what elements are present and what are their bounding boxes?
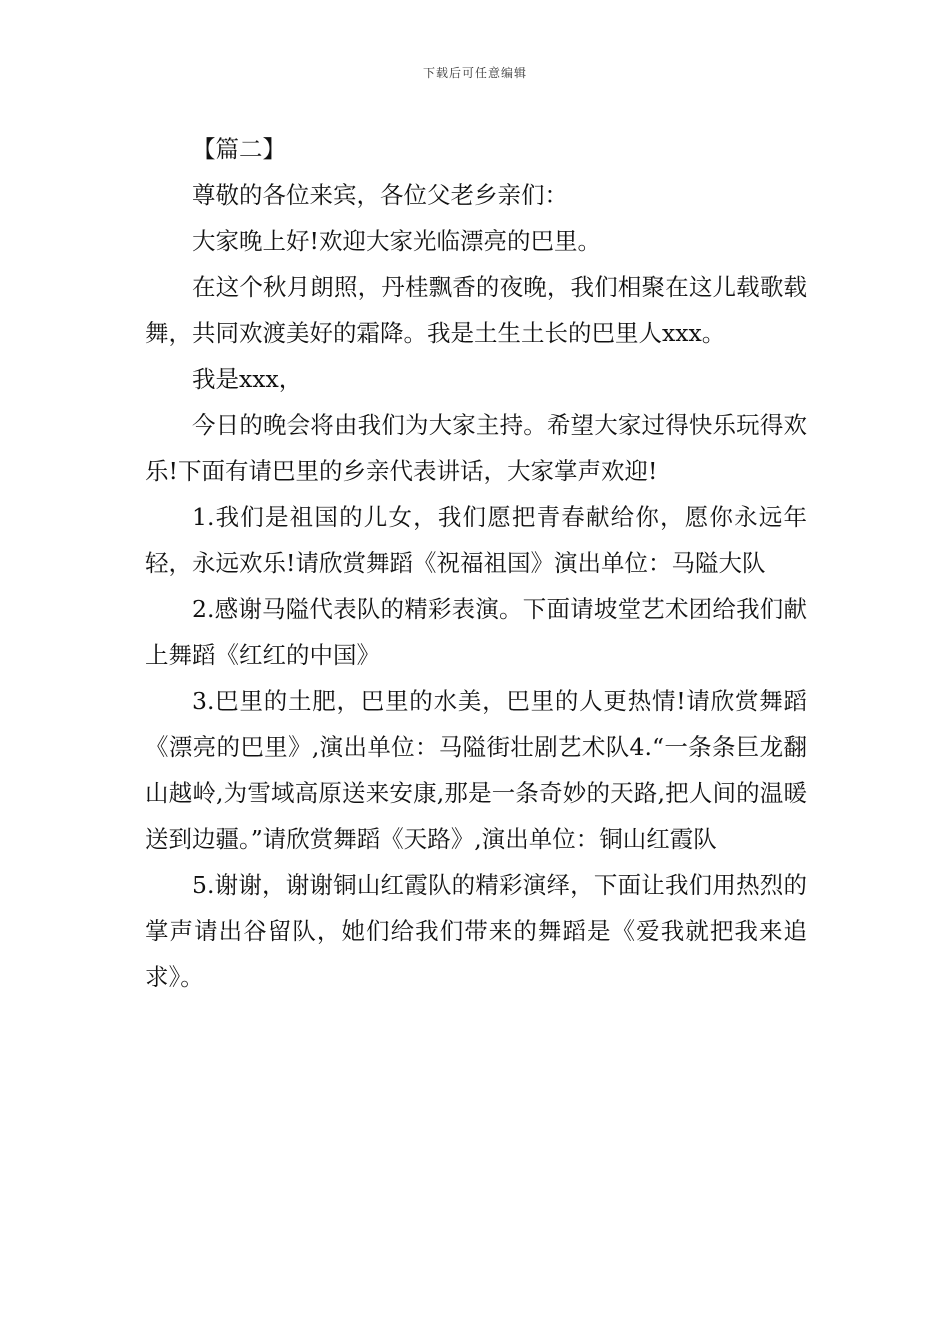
document-body — [145, 126, 807, 1000]
header-note: 下载后可任意编辑 — [422, 66, 527, 80]
paragraph-opening: 在这个秋月朗照，丹桂飘香的夜晚，我们相聚在这儿载歌载舞，共同欢渡美好的霜降。我是土生土长的巴里人xxx。 — [145, 273, 807, 347]
program-item-5: 5.谢谢，谢谢铜山红霞队的精彩演绎，下面让我们用热烈的掌声请出谷留队，她们给我们带来的舞蹈是《爱我就把我来追求》。 — [145, 871, 807, 991]
salutation: 尊敬的各位来宾，各位父老乡亲们： — [192, 181, 568, 209]
paragraph-cohost: 我是xxx， — [192, 365, 303, 393]
program-item-1: 1.我们是祖国的儿女，我们愿把青春献给你，愿你永远年轻，永远欢乐!请欣赏舞蹈《祝福祖国》演出单位：马隘大队 — [145, 503, 807, 577]
paragraph-intro: 今日的晚会将由我们为大家主持。希望大家过得快乐玩得欢乐!下面有请巴里的乡亲代表讲话，大家掌声欢迎! — [145, 411, 807, 485]
section-heading: 【篇二】 — [192, 135, 286, 163]
program-item-2: 2.感谢马隘代表队的精彩表演。下面请坡堂艺术团给我们献上舞蹈《红红的中国》 — [145, 595, 807, 669]
greeting: 大家晚上好!欢迎大家光临漂亮的巴里。 — [192, 227, 601, 255]
program-item-3-4: 3.巴里的土肥，巴里的水美，巴里的人更热情!请欣赏舞蹈《漂亮的巴里》,演出单位：马隘街壮剧艺术队4.“一条条巨龙翻山越岭,为雪域高原送来安康,那是一条奇妙的天路,把人间的温暖送到边疆。”请欣赏舞蹈《天路》,演出单位：铜山红霞队 — [145, 687, 807, 853]
